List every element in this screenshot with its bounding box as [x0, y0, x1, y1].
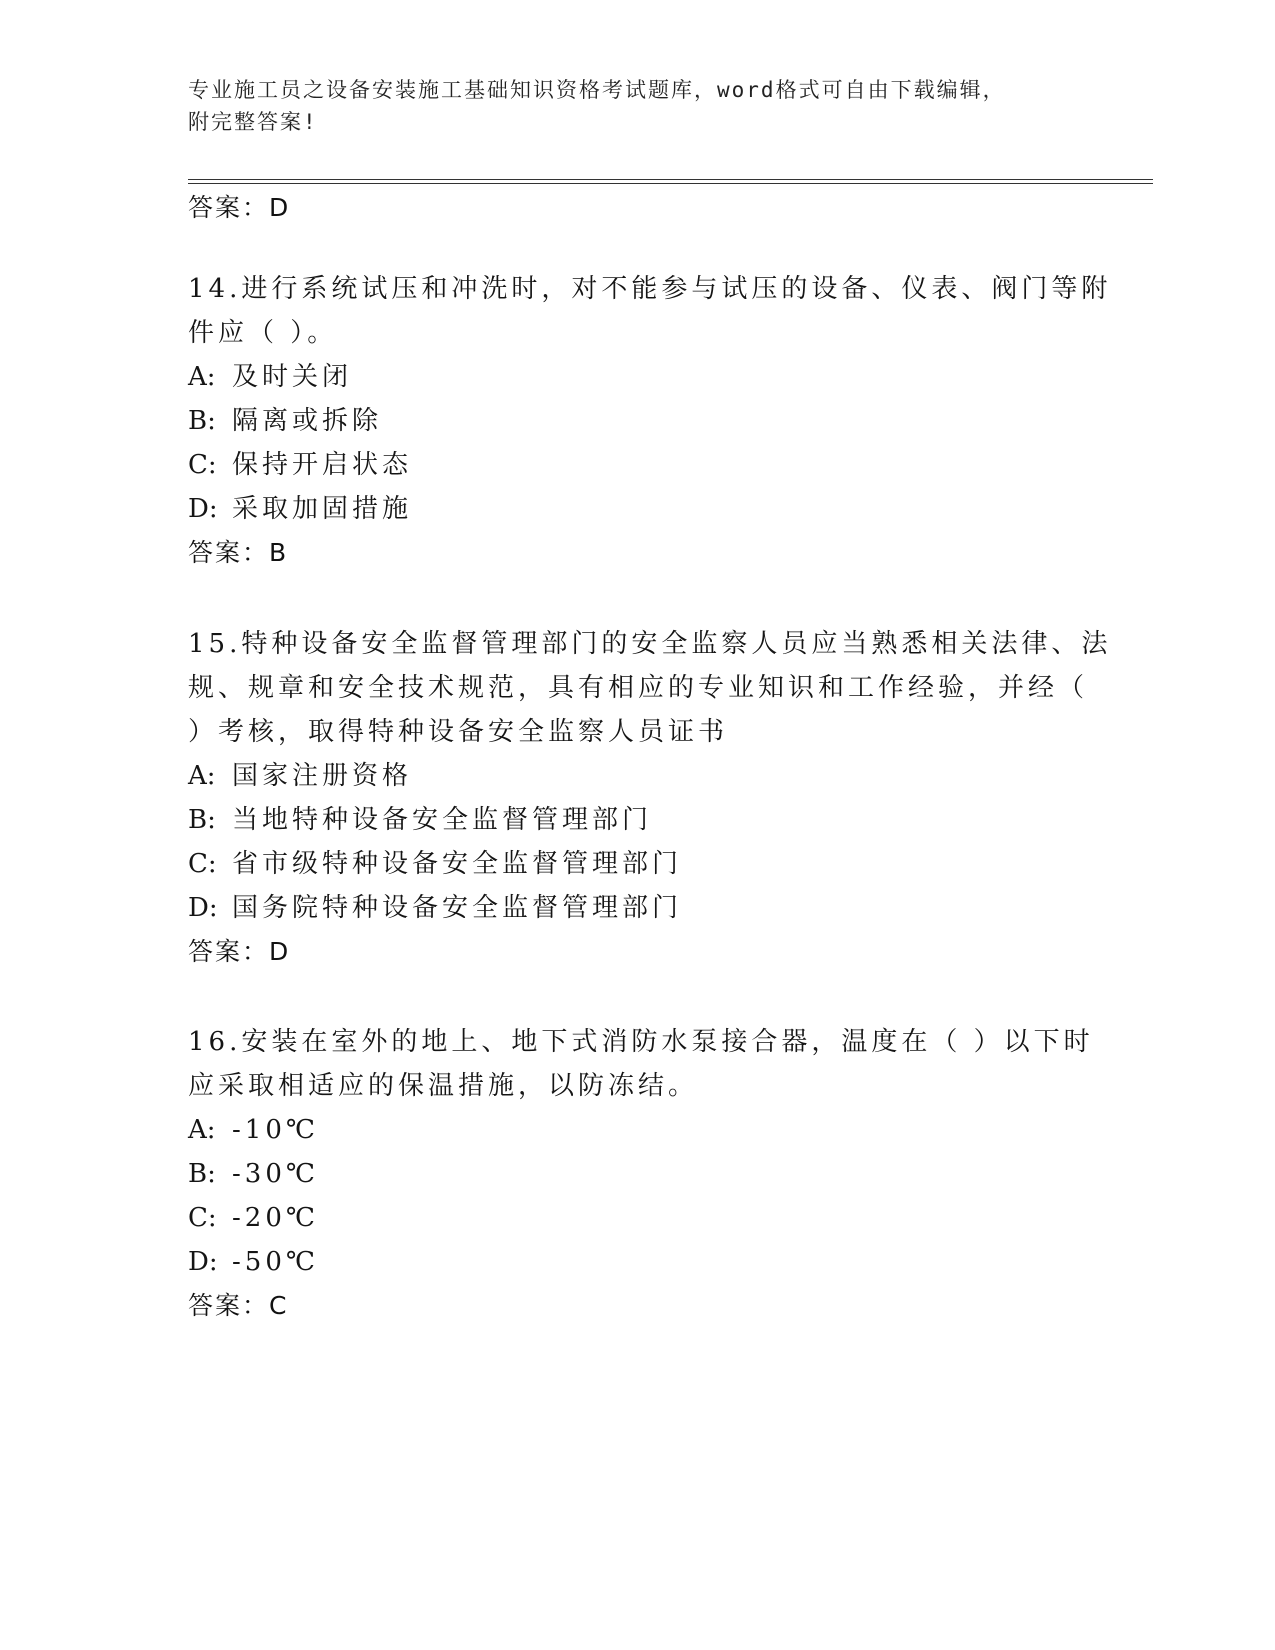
header-line-1: 专业施工员之设备安装施工基础知识资格考试题库，word格式可自由下载编辑， — [188, 78, 1006, 102]
option-letter: C: — [188, 1203, 217, 1233]
question-text-line: ）考核，取得特种设备安全监察人员证书 — [188, 717, 729, 747]
option-text: -20℃ — [232, 1203, 319, 1233]
option-text: 隔离或拆除 — [232, 406, 383, 436]
option-letter: A: — [188, 362, 216, 392]
option-text: 当地特种设备安全监督管理部门 — [232, 805, 653, 835]
option-a — [188, 1112, 319, 1148]
option-letter: B: — [188, 805, 216, 835]
option-text: -30℃ — [232, 1159, 319, 1189]
option-c — [188, 846, 682, 882]
option-text: 国家注册资格 — [232, 761, 413, 791]
option-letter: A: — [188, 1115, 216, 1145]
question-text-line: 15.特种设备安全监督管理部门的安全监察人员应当熟悉相关法律、法 — [188, 629, 1112, 659]
option-text: 省市级特种设备安全监督管理部门 — [232, 849, 683, 879]
question-text-line: 规、规章和安全技术规范，具有相应的专业知识和工作经验，并经（ — [188, 673, 1089, 703]
option-text: 及时关闭 — [232, 362, 353, 392]
header-line-2: 附完整答案! — [188, 110, 318, 134]
option-text: 保持开启状态 — [232, 450, 413, 480]
option-c — [188, 1200, 319, 1236]
option-letter: C: — [188, 849, 217, 879]
option-d — [188, 890, 682, 926]
question-text-line: 14.进行系统试压和冲洗时，对不能参与试压的设备、仪表、阀门等附 — [188, 274, 1112, 304]
option-letter: B: — [188, 1159, 216, 1189]
option-letter: D: — [188, 494, 218, 524]
option-b — [188, 403, 382, 439]
option-a — [188, 359, 352, 395]
option-letter: A: — [188, 761, 216, 791]
document-header — [188, 74, 1068, 138]
option-c — [188, 447, 412, 483]
header-divider-top — [188, 179, 1153, 180]
header-divider-bottom — [188, 183, 1153, 184]
option-d — [188, 1244, 319, 1280]
answer-line: 答案：B — [188, 538, 289, 567]
question-text-line: 16.安装在室外的地上、地下式消防水泵接合器，温度在（ ）以下时 — [188, 1027, 1094, 1057]
option-text: -50℃ — [232, 1247, 319, 1277]
answer-line: 答案：D — [188, 937, 291, 966]
option-d — [188, 491, 412, 527]
option-letter: C: — [188, 450, 217, 480]
option-b — [188, 1156, 319, 1192]
option-letter: D: — [188, 893, 218, 923]
option-a — [188, 758, 412, 794]
previous-answer: 答案：D — [188, 193, 291, 222]
answer-line: 答案：C — [188, 1291, 289, 1320]
option-text: 采取加固措施 — [232, 494, 413, 524]
option-letter: D: — [188, 1247, 218, 1277]
question-text-line: 应采取相适应的保温措施，以防冻结。 — [188, 1071, 699, 1101]
option-letter: B: — [188, 406, 216, 436]
question-text-line: 件应（ ）。 — [188, 318, 338, 348]
option-text: -10℃ — [232, 1115, 319, 1145]
option-b — [188, 802, 652, 838]
option-text: 国务院特种设备安全监督管理部门 — [232, 893, 683, 923]
